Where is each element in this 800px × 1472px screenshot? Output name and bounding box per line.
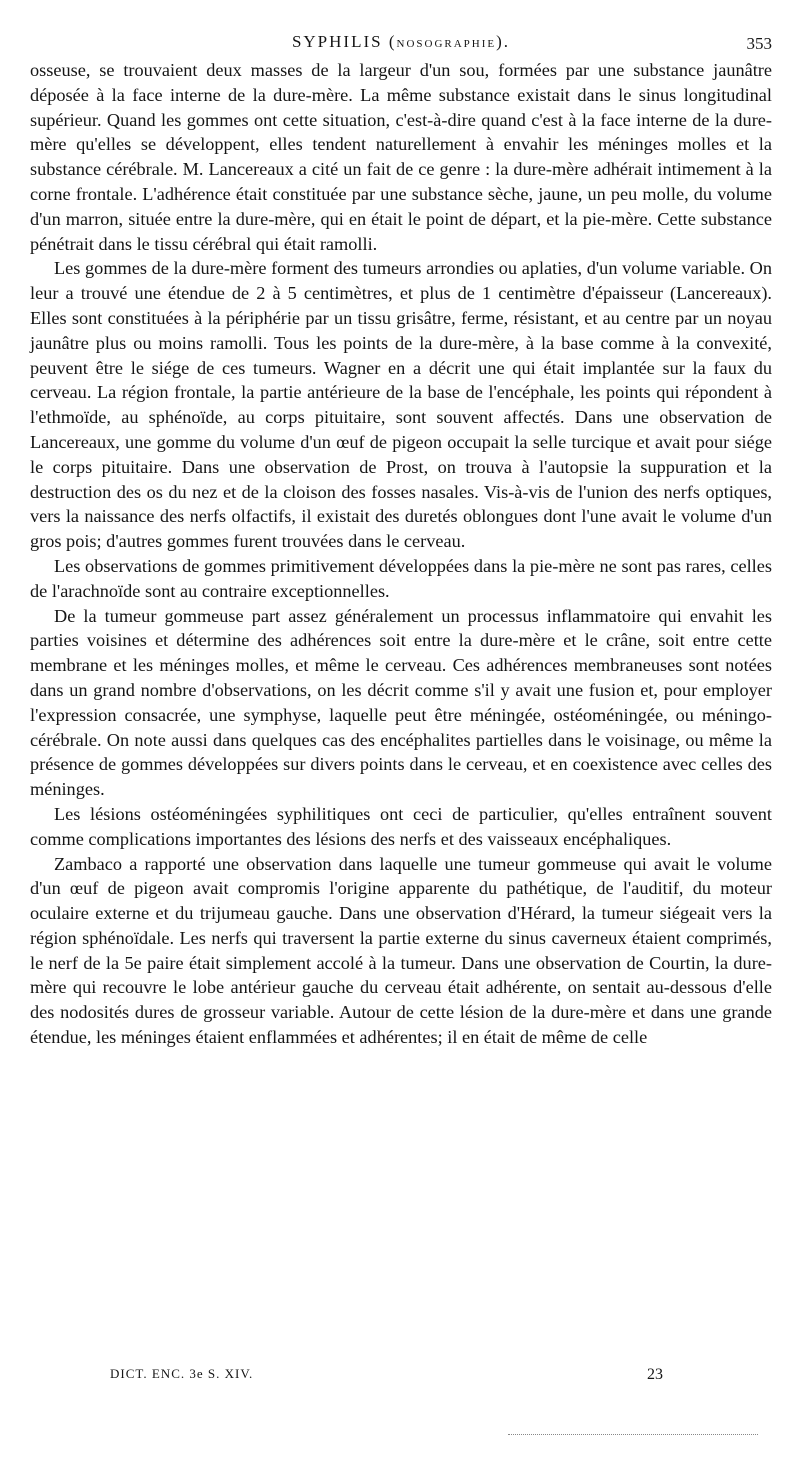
paragraph-4: De la tumeur gommeuse part assez généralement un processus inflammatoire qui envahit les parties voisines et détermine des adhérences soit entre la dure-mère et le crâne, soit entre cette membrane et les méninges molles, et même le cerveau. Ces adhérences membraneuses sont notées dans un grand nombre d'observations, on les décrit comme s'il y avait une fusion et, pour employer l'expression consacrée, une symphyse, laquelle peut être méningée, ostéoméningée, ou méningo-cérébrale. On note aussi dans quelques cas des encéphalites partielles dans le voisinage, ou même la présence de gommes développées sur divers points dans le cerveau, et en coexistence avec celles des méninges. xyxy=(30,605,772,800)
paragraph-1: osseuse, se trouvaient deux masses de la largeur d'un sou, formées par une substance jaunâtre déposée à la face interne de la dure-mère. La même substance existait dans le sinus longitudinal supérieur. Quand les gommes ont cette situation, c'est-à-dire quand c'est à la face interne de la dure-mère qu'elles se développent, elles tendent naturellement à envahir les méninges molles et la substance cérébrale. M. Lancereaux a cité un fait de ce genre : la dure-mère adhérait intimement à la corne frontale. L'adhérence était constituée par une substance sèche, jaune, un peu molle, du volume d'un marron, située entre la dure-mère, qui en était le point de départ, et la pie-mère. Cette substance pénétrait dans le tissu cérébral qui était ramolli. xyxy=(30,60,772,254)
printer-signature: DICT. ENC. 3e S. XIV. xyxy=(110,1366,254,1381)
page xyxy=(30,28,772,1383)
running-title-main: SYPHILIS ( xyxy=(291,32,397,51)
page-footer xyxy=(30,1366,772,1392)
paragraph-2: Les gommes de la dure-mère forment des tumeurs arrondies ou aplaties, d'un volume variable. On leur a trouvé une étendue de 2 à 5 centimètres, et plus de 1 centimètre d'épaisseur (Lancereaux). Elles sont constituées à la périphérie par un tissu grisâtre, ferme, résistant, et au centre par un noyau jaunâtre plus ou moins ramolli. Tous les points de la dure-mère, à la base comme à la convexité, peuvent être le siége de ces tumeurs. Wagner en a décrit une qui était implantée sur la faux du cerveau. La région frontale, la partie antérieure de la base de l'encéphale, les points qui répondent à l'ethmoïde, au sphénoïde, au corps pituitaire, sont souvent affectés. Dans une observation de Lancereaux, une gomme du volume d'un œuf de pigeon occupait la selle turcique et avait pour siége le corps pituitaire. Dans une observation de Prost, on trouva à l'autopsie la suppuration et la destruction des os du nez et de la cloison des fosses nasales. Vis-à-vis de l'union des nerfs optiques, vers la naissance des nerfs olfactifs, il existait des duretés oblongues dont l'une avait le volume d'un gros pois; d'autres gommes furent trouvées dans le cerveau. xyxy=(30,258,772,552)
page-number: 353 xyxy=(746,34,772,53)
running-title-end: ). xyxy=(496,32,511,51)
paragraph-6: Zambaco a rapporté une observation dans laquelle une tumeur gommeuse qui avait le volume d'un œuf de pigeon avait compromis l'origine apparente du pathétique, de l'auditif, du moteur oculaire externe et du trijumeau gauche. Dans une observation d'Hérard, la tumeur siégeait vers la région sphénoïdale. Les nerfs qui traversent la partie externe du sinus caverneux étaient comprimés, le nerf de la 5e paire était simplement accolé à la tumeur. Dans une observation de Courtin, la dure-mère qui recouvre le lobe antérieur gauche du cerveau était adhérente, on sentait au-dessous d'elle des nodosités dures de grosseur variable. Autour de cette lésion de la dure-mère et dans une grande étendue, les méninges étaient enflammées et adhérentes; il en était de même de celle xyxy=(30,853,772,1048)
running-title xyxy=(30,32,772,52)
running-title-subtitle: NOSOGRAPHIE xyxy=(396,38,497,50)
paragraph-3: Les observations de gommes primitivement développées dans la pie-mère ne sont pas rares, celles de l'arachnoïde sont au contraire exceptionnelles. xyxy=(30,555,772,601)
paragraph-5: Les lésions ostéoméningées syphilitiques ont ceci de particulier, qu'elles entraînent souvent comme complications importantes des lésions des nerfs et des vaisseaux encéphaliques. xyxy=(30,803,772,849)
sheet-number: 23 xyxy=(647,1366,663,1383)
body-text xyxy=(30,58,772,1050)
running-header xyxy=(30,28,772,58)
stray-bleed-line xyxy=(508,1434,758,1435)
